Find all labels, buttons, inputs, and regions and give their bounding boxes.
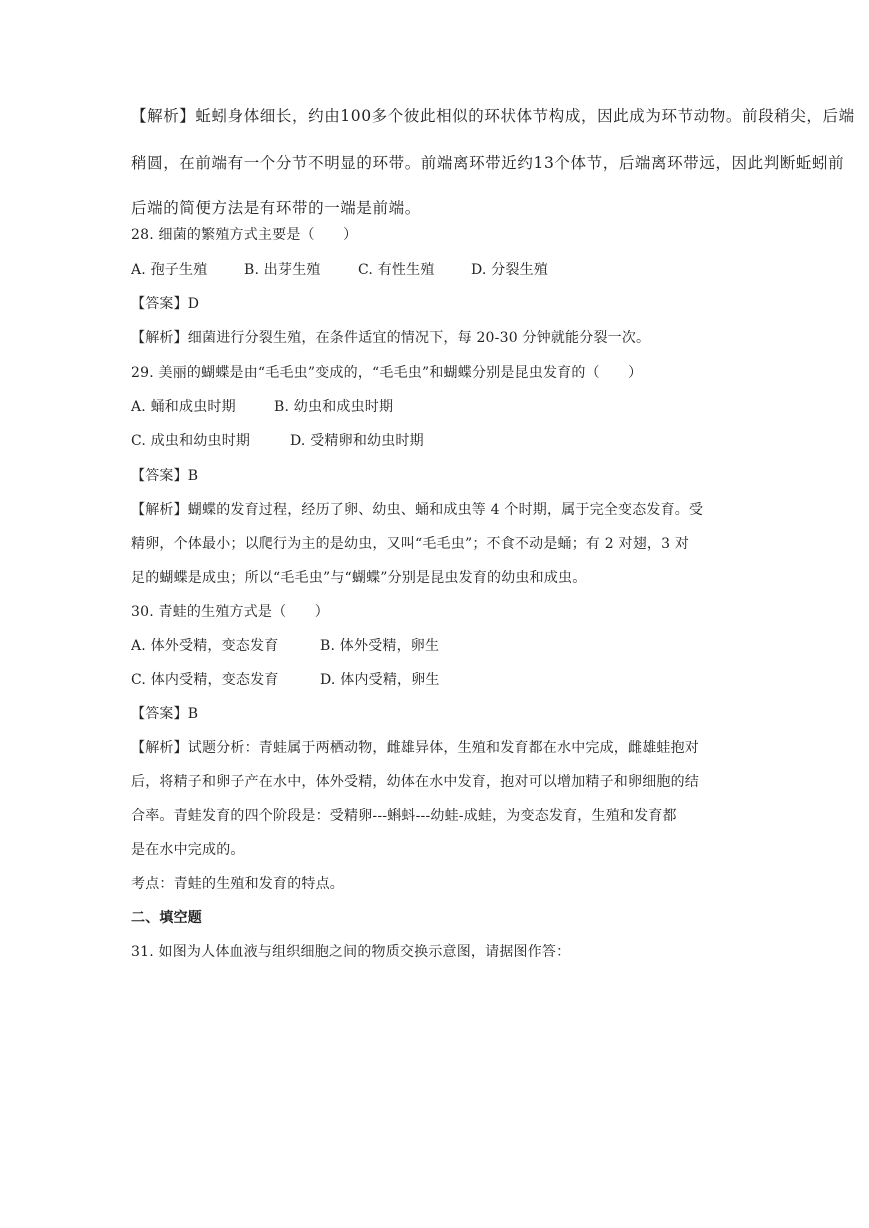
question-29-options-row2 bbox=[131, 431, 424, 451]
question-30-options-row2 bbox=[131, 670, 440, 690]
text-line: 稍圆，在前端有一个分节不明显的环带。前端离环带近约13个体节，后端离环带远，因此判断蚯蚓前 bbox=[131, 154, 845, 172]
text-line: 【解析】蚯蚓身体细长，约由100多个彼此相似的环状体节构成，因此成为环节动物。前段稍尖，后端 bbox=[131, 107, 855, 125]
option-d: D. 受精卵和幼虫时期 bbox=[290, 433, 424, 449]
explanation-29: 精卵，个体最小；以爬行为主的是幼虫，又叫“毛毛虫”；不食不动是蛹；有 2 对翅，3 对 bbox=[131, 536, 690, 552]
explanation-30: 【解析】试题分析：青蛙属于两栖动物，雌雄异体，生殖和发育都在水中完成，雌雄蛙抱对 bbox=[131, 740, 699, 756]
explanation-29: 【解析】蝴蝶的发育过程，经历了卵、幼虫、蛹和成虫等 4 个时期，属于完全变态发育。受 bbox=[131, 502, 704, 518]
question-31: 31. 如图为人体血液与组织细胞之间的物质交换示意图，请据图作答： bbox=[131, 944, 571, 960]
question-29-options-row1 bbox=[131, 397, 393, 417]
explanation-30: 后，将精子和卵子产在水中，体外受精，幼体在水中发育，抱对可以增加精子和卵细胞的结 bbox=[131, 774, 699, 790]
explanation-28: 【解析】细菌进行分裂生殖，在条件适宜的情况下，每 20-30 分钟就能分裂一次。 bbox=[131, 330, 651, 346]
question-28-options bbox=[131, 260, 548, 280]
option-d: D. 体内受精，卵生 bbox=[320, 672, 440, 688]
key-point-30: 考点：青蛙的生殖和发育的特点。 bbox=[131, 876, 344, 892]
option-c: C. 成虫和幼虫时期 bbox=[131, 433, 251, 449]
answer-30: 【答案】B bbox=[131, 706, 199, 722]
option-a: A. 蛹和成虫时期 bbox=[131, 399, 236, 415]
option-b: B. 出芽生殖 bbox=[244, 262, 321, 278]
answer-29: 【答案】B bbox=[131, 468, 199, 484]
option-a: A. 体外受精，变态发育 bbox=[131, 638, 279, 654]
option-a: A. 孢子生殖 bbox=[131, 262, 208, 278]
section-heading: 二、填空题 bbox=[131, 910, 202, 926]
option-b: B. 体外受精，卵生 bbox=[320, 638, 440, 654]
option-c: C. 体内受精，变态发育 bbox=[131, 672, 279, 688]
explanation-29: 足的蝴蝶是成虫；所以“毛毛虫”与“蝴蝶”分别是昆虫发育的幼虫和成虫。 bbox=[131, 570, 587, 586]
option-c: C. 有性生殖 bbox=[358, 262, 435, 278]
answer-28: 【答案】D bbox=[131, 296, 200, 312]
option-d: D. 分裂生殖 bbox=[471, 262, 549, 278]
question-30: 30. 青蛙的生殖方式是（ ） bbox=[131, 604, 329, 620]
question-30-options-row1 bbox=[131, 636, 439, 656]
explanation-30: 是在水中完成的。 bbox=[131, 842, 245, 858]
option-b: B. 幼虫和成虫时期 bbox=[274, 399, 394, 415]
question-29: 29. 美丽的蝴蝶是由“毛毛虫”变成的，“毛毛虫”和蝴蝶分别是昆虫发育的（ ） bbox=[131, 365, 643, 381]
question-28: 28. 细菌的繁殖方式主要是（ ） bbox=[131, 227, 358, 243]
text-line: 后端的简便方法是有环带的一端是前端。 bbox=[131, 199, 421, 217]
explanation-30: 合率。青蛙发育的四个阶段是：受精卵---蝌蚪---幼蛙-成蛙，为变态发育，生殖和发育都 bbox=[131, 808, 677, 824]
